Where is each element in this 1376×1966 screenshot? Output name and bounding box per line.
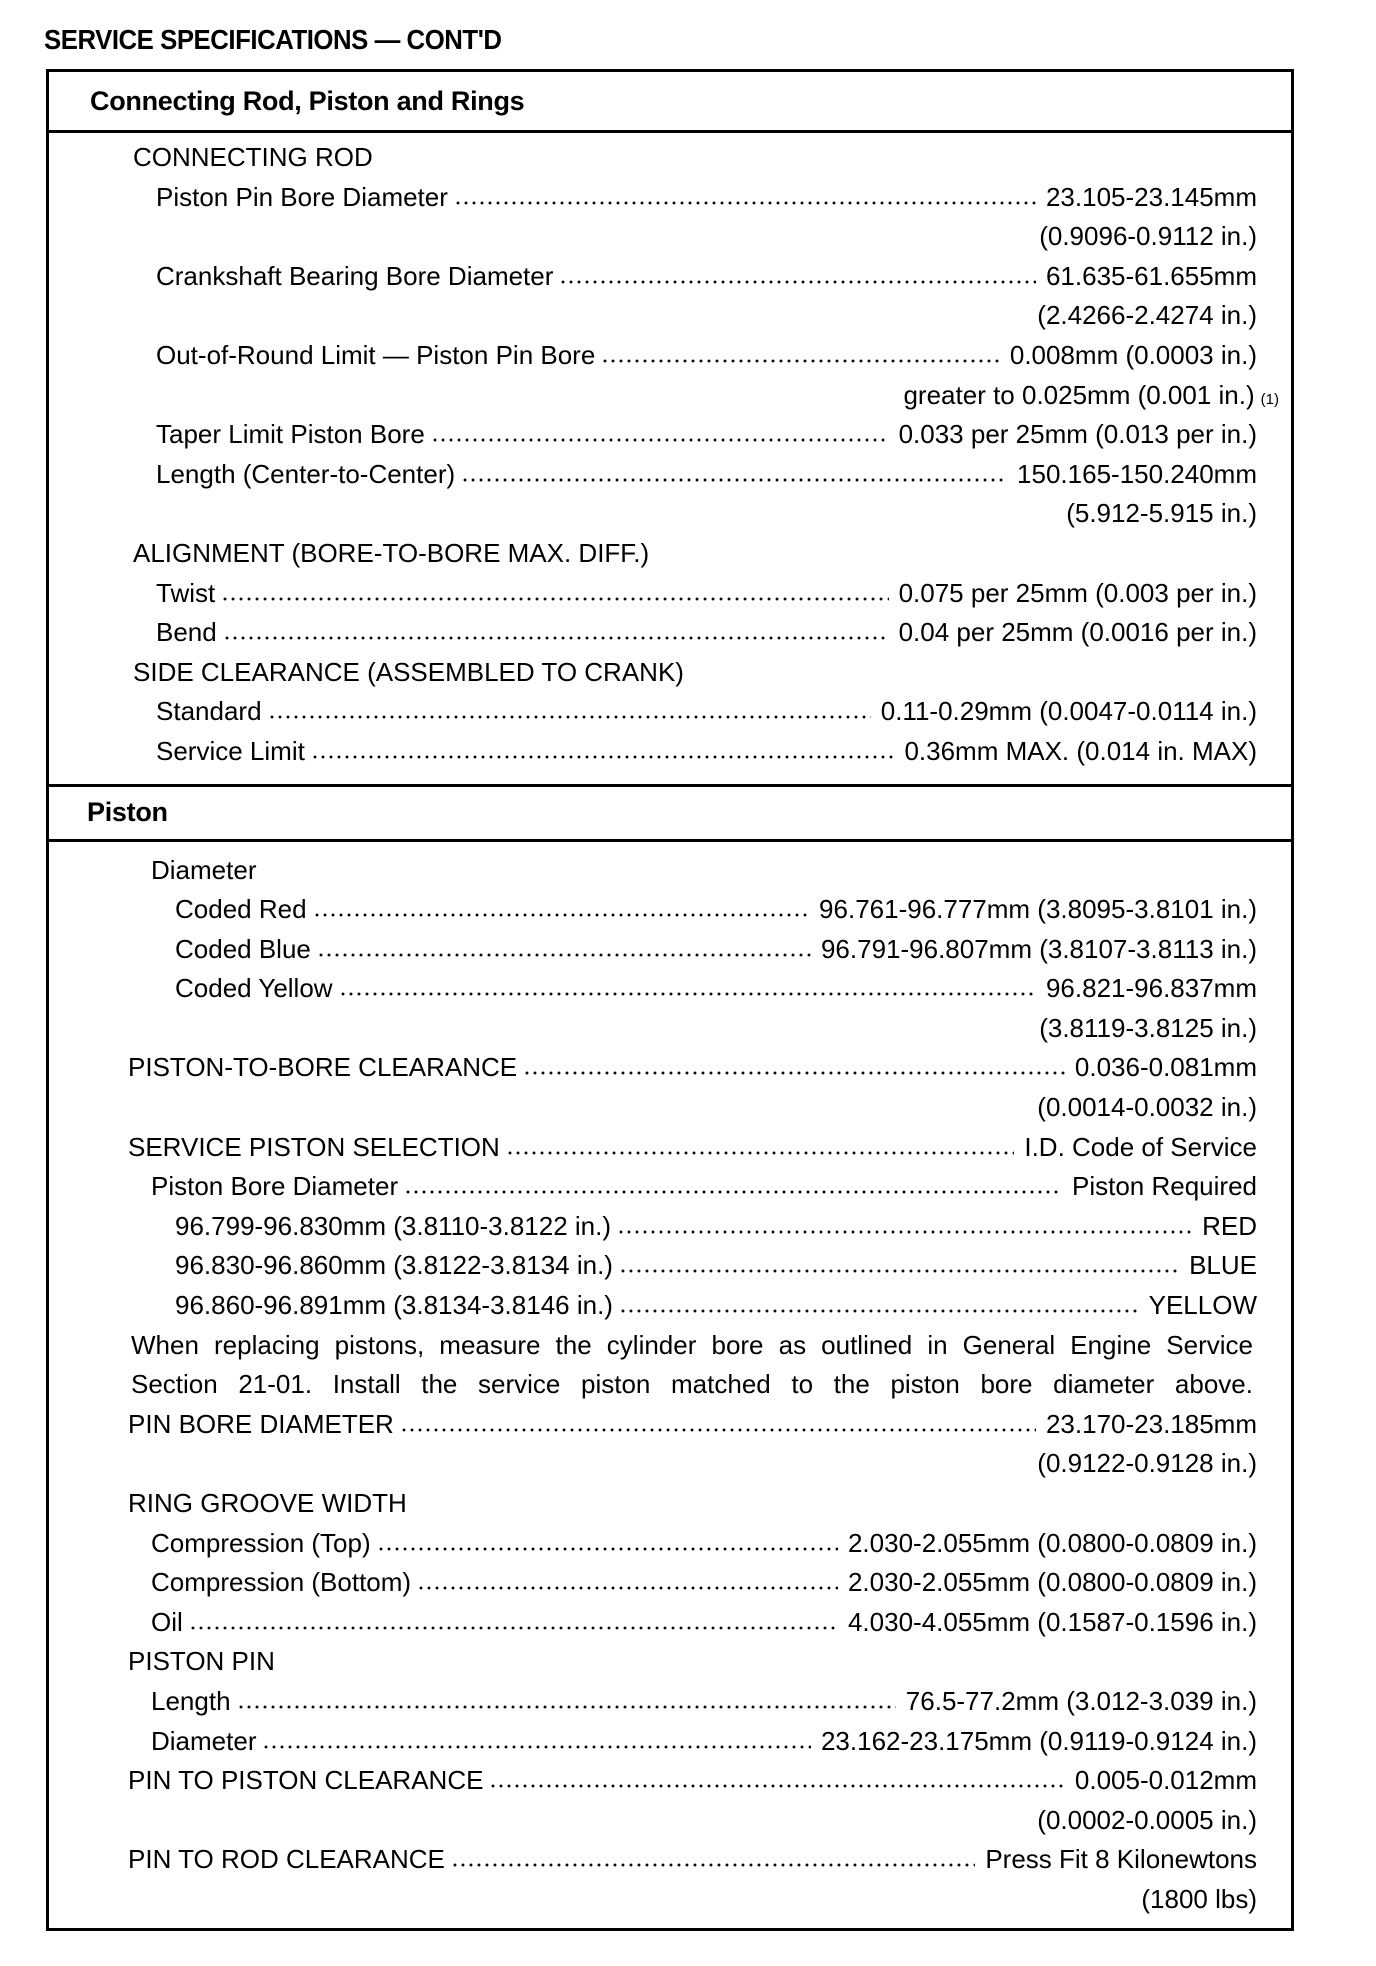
spec-value: 150.165-150.240mm [1017, 458, 1257, 489]
spec-label: Crankshaft Bearing Bore Diameter [156, 260, 554, 291]
group-label: SIDE CLEARANCE (ASSEMBLED TO CRANK) [133, 656, 684, 687]
spec-value: I.D. Code of Service [1024, 1131, 1257, 1162]
spec-row [49, 1128, 1291, 1168]
note-line: When replacing pistons, measure the cylinder bore as outlined in General Engine Service [131, 1329, 1253, 1360]
spec-value-continuation [49, 217, 1291, 257]
spec-value: 0.005-0.012mm [1074, 1765, 1257, 1796]
page-title: SERVICE SPECIFICATIONS — CONT'D [44, 24, 502, 55]
spec-label: 96.860-96.891mm (3.8134-3.8146 in.) [175, 1290, 613, 1321]
leader-dots [221, 592, 888, 602]
spec-value: (1800 lbs) [1141, 1883, 1257, 1914]
spec-row [49, 574, 1291, 614]
spec-row [49, 455, 1291, 495]
spec-row [49, 613, 1291, 653]
spec-row [49, 1761, 1291, 1801]
leader-dots [619, 1304, 1139, 1314]
spec-row [49, 1603, 1291, 1643]
spec-label: Coded Blue [175, 933, 311, 964]
spec-value: 0.008mm (0.0003 in.) [1009, 339, 1257, 370]
spec-label: Length (Center-to-Center) [156, 458, 456, 489]
spec-row [49, 1405, 1291, 1445]
spec-row [49, 257, 1291, 297]
leader-dots [268, 710, 871, 720]
group-label: CONNECTING ROD [133, 142, 373, 172]
spec-value: 23.170-23.185mm [1045, 1408, 1257, 1439]
spec-label: Piston Pin Bore Diameter [156, 181, 448, 212]
leader-dots [404, 1185, 1062, 1195]
spec-value: (0.9096-0.9112 in.) [1039, 221, 1257, 252]
spec-label: Coded Red [175, 894, 307, 925]
leader-dots [454, 196, 1036, 206]
spec-label: Service Limit [156, 735, 305, 766]
spec-value: 0.36mm MAX. (0.014 in. MAX) [904, 735, 1257, 766]
leader-dots [559, 275, 1036, 285]
spec-row [49, 1207, 1291, 1247]
leader-dots [617, 1225, 1192, 1235]
spec-value-continuation [49, 494, 1291, 534]
spec-value: (3.8119-3.8125 in.) [1039, 1012, 1257, 1043]
spec-value: 23.162-23.175mm (0.9119-0.9124 in.) [820, 1725, 1257, 1756]
leader-dots [262, 1740, 810, 1750]
leader-dots [237, 1700, 896, 1710]
spec-label: Standard [156, 696, 262, 727]
spec-row [49, 692, 1291, 732]
spec-label: PIN TO PISTON CLEARANCE [128, 1765, 484, 1796]
spec-label: Diameter [151, 1725, 257, 1756]
spec-value: 76.5-77.2mm (3.012-3.039 in.) [905, 1685, 1257, 1716]
spec-row [49, 1167, 1291, 1207]
spec-value: (0.0002-0.0005 in.) [1037, 1804, 1257, 1835]
leader-dots [313, 908, 810, 918]
spec-row [49, 1286, 1291, 1326]
leader-dots [431, 433, 889, 443]
spec-label: Piston Bore Diameter [151, 1171, 399, 1202]
spec-value: 0.036-0.081mm [1074, 1052, 1257, 1083]
spec-value: 96.791-96.807mm (3.8107-3.8113 in.) [820, 933, 1257, 964]
spec-value: Press Fit 8 Kilonewtons [985, 1844, 1257, 1875]
leader-dots [400, 1423, 1036, 1433]
spec-label: Taper Limit Piston Bore [156, 419, 425, 450]
spec-value: 0.075 per 25mm (0.003 per in.) [898, 577, 1257, 608]
spec-value-continuation [49, 1880, 1291, 1920]
spec-label: SERVICE PISTON SELECTION [128, 1131, 500, 1162]
note-line: Section 21-01. Install the service piston matched to the piston bore diameter above. [131, 1369, 1253, 1400]
spec-label: 96.830-96.860mm (3.8122-3.8134 in.) [175, 1250, 613, 1281]
spec-row [49, 732, 1291, 772]
spec-row [49, 1246, 1291, 1286]
spec-value: 96.761-96.777mm (3.8095-3.8101 in.) [819, 894, 1257, 925]
group-label: RING GROOVE WIDTH [128, 1488, 407, 1518]
spec-row [49, 336, 1291, 376]
spec-value: 4.030-4.055mm (0.1587-0.1596 in.) [847, 1606, 1257, 1637]
section-header-piston: Piston [49, 784, 1291, 842]
group-label: ALIGNMENT (BORE-TO-BORE MAX. DIFF.) [133, 537, 650, 568]
leader-dots [339, 987, 1036, 997]
section-piston-body [49, 842, 1291, 1920]
spec-label: 96.799-96.830mm (3.8110-3.8122 in.) [175, 1210, 612, 1241]
leader-dots [417, 1581, 838, 1591]
spec-value: 0.11-0.29mm (0.0047-0.0114 in.) [880, 696, 1257, 727]
spec-row [49, 178, 1291, 218]
spec-value: greater to 0.025mm (0.001 in.) [903, 379, 1255, 410]
section-header-connecting-rod: Connecting Rod, Piston and Rings [49, 72, 1291, 133]
leader-dots [223, 631, 889, 641]
spec-row [49, 930, 1291, 970]
footnote-marker: (1) [1260, 390, 1279, 408]
leader-dots [461, 473, 1007, 483]
spec-label: Coded Yellow [175, 973, 333, 1004]
spec-value: (5.912-5.915 in.) [1066, 498, 1257, 529]
spec-row [49, 1840, 1291, 1880]
spec-value-continuation [49, 1088, 1291, 1128]
spec-value: 0.04 per 25mm (0.0016 per in.) [898, 617, 1257, 648]
spec-label: Twist [156, 577, 216, 608]
spec-row [49, 969, 1291, 1009]
spec-group-heading [49, 1642, 1291, 1682]
spec-value: (0.0014-0.0032 in.) [1037, 1092, 1257, 1123]
spec-label: Oil [151, 1606, 183, 1637]
spec-group-heading [49, 653, 1291, 693]
spec-label: PISTON-TO-BORE CLEARANCE [128, 1052, 518, 1083]
spec-label: PIN BORE DIAMETER [128, 1408, 394, 1439]
leader-dots [506, 1146, 1015, 1156]
leader-dots [377, 1542, 838, 1552]
group-label: Diameter [151, 854, 257, 885]
leader-dots [317, 948, 811, 958]
spec-value-continuation [49, 1801, 1291, 1841]
section-connecting-rod-body [49, 133, 1291, 772]
spec-label: PIN TO ROD CLEARANCE [128, 1844, 445, 1875]
spec-value-continuation [49, 1009, 1291, 1049]
spec-row [49, 415, 1291, 455]
spec-value-continuation [49, 1444, 1291, 1484]
spec-row [49, 1048, 1291, 1088]
spec-value: (0.9122-0.9128 in.) [1037, 1448, 1257, 1479]
spec-value-continuation [49, 296, 1291, 336]
spec-label: Bend [156, 617, 217, 648]
spec-row [49, 1563, 1291, 1603]
spec-value: BLUE [1189, 1250, 1257, 1281]
spec-value: 2.030-2.055mm (0.0800-0.0809 in.) [847, 1527, 1257, 1558]
spec-group-heading [49, 851, 1291, 891]
spec-row [49, 890, 1291, 930]
spec-group-heading [49, 534, 1291, 574]
spec-value: RED [1202, 1210, 1257, 1241]
leader-dots [601, 354, 1000, 364]
spec-label: Out-of-Round Limit — Piston Pin Bore [156, 339, 596, 370]
leader-dots [489, 1779, 1064, 1789]
spec-value: YELLOW [1148, 1290, 1257, 1321]
spec-value: 2.030-2.055mm (0.0800-0.0809 in.) [847, 1567, 1257, 1598]
leader-dots [451, 1858, 975, 1868]
leader-dots [311, 750, 895, 760]
spec-value: 61.635-61.655mm [1045, 260, 1257, 291]
leader-dots [189, 1621, 838, 1631]
spec-row [49, 1524, 1291, 1564]
spec-label: Compression (Top) [151, 1527, 371, 1558]
spec-table [46, 69, 1294, 1931]
spec-label: Length [151, 1685, 231, 1716]
spec-row [49, 1682, 1291, 1722]
leader-dots [523, 1066, 1065, 1076]
spec-row [49, 1722, 1291, 1762]
spec-value: 23.105-23.145mm [1045, 181, 1257, 212]
leader-dots [619, 1264, 1179, 1274]
spec-value: 96.821-96.837mm [1045, 973, 1257, 1004]
spec-label: Compression (Bottom) [151, 1567, 412, 1598]
spec-value: Piston Required [1072, 1171, 1257, 1202]
spec-value-continuation [49, 376, 1291, 416]
spec-value: (2.4266-2.4274 in.) [1037, 300, 1257, 331]
spec-group-heading [49, 1484, 1291, 1524]
spec-value: 0.033 per 25mm (0.013 per in.) [898, 419, 1257, 450]
group-label: PISTON PIN [128, 1646, 275, 1677]
spec-group-heading [49, 138, 1291, 178]
